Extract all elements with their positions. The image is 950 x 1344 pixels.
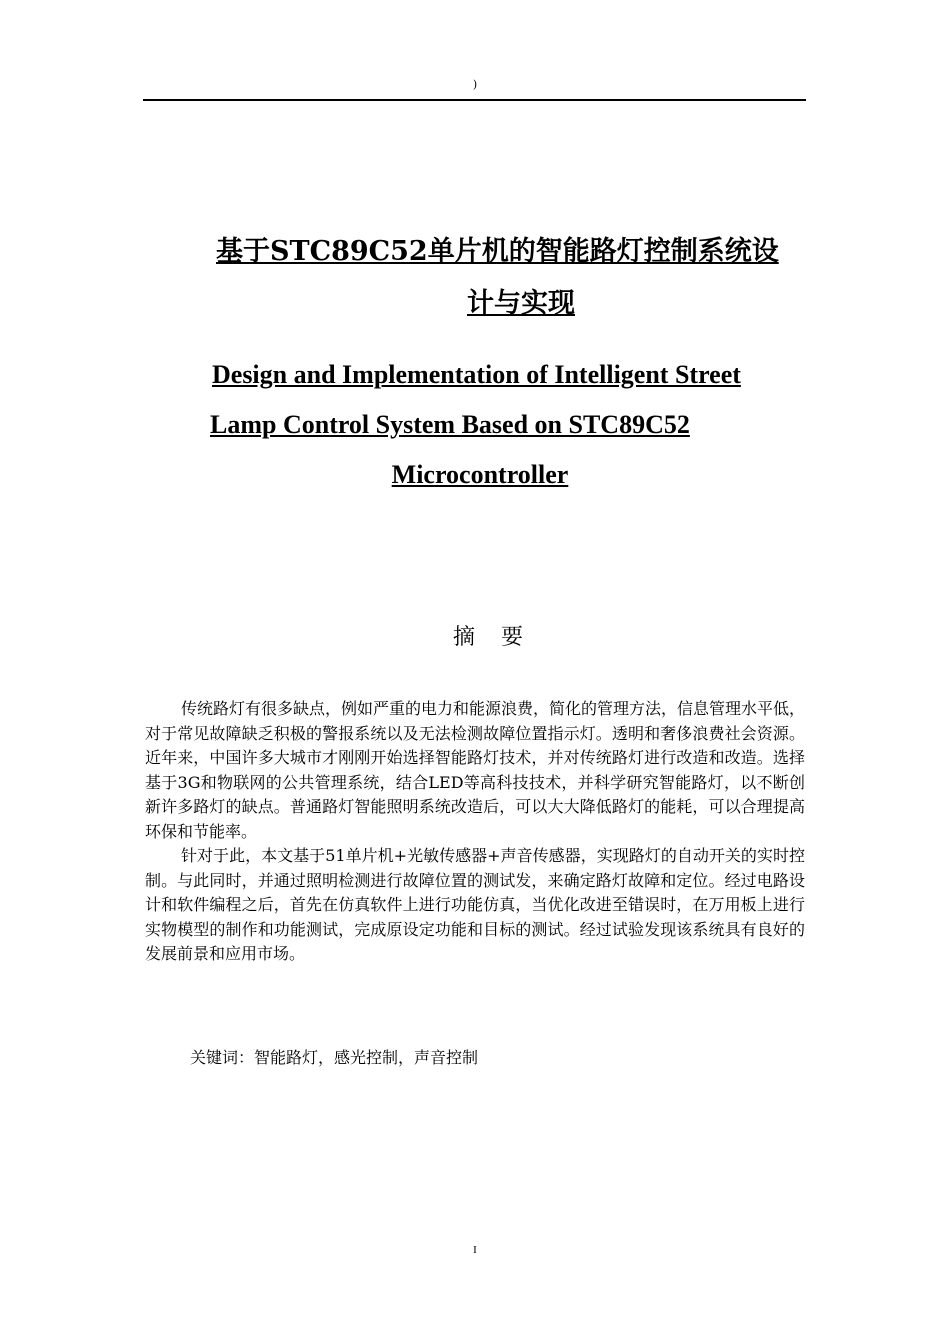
page-number: I xyxy=(473,1244,477,1256)
abstract-heading: 摘要 xyxy=(452,625,549,650)
keywords-line xyxy=(190,1046,478,1070)
title-english xyxy=(150,350,810,500)
title-chinese-line-1: 基于STC89C52单片机的智能路灯控制系统设 xyxy=(216,236,779,267)
title-chinese xyxy=(160,226,790,330)
title-chinese-line-2: 计与实现 xyxy=(467,288,575,319)
keywords-label: 关键词： xyxy=(190,1048,255,1067)
title-english-line-1: Design and Implementation of Intelligent Street xyxy=(212,360,741,389)
title-english-line-2: Lamp Control System Based on STC89C52 xyxy=(210,410,690,439)
abstract-paragraph-2: 针对于此，本文基于51单片机+光敏传感器+声音传感器，实现路灯的自动开关的实时控制。与此同时，并通过照明检测进行故障位置的测试发，来确定路灯故障和定位。经过电路设计和软件编程之后，首先在仿真软件上进行功能仿真，当优化改进至错误时，在万用板上进行实物模型的制作和功能测试，完成原设定功能和目标的测试。经过试验发现该系统具有良好的发展前景和应用市场。 xyxy=(145,846,805,963)
keywords-text: 智能路灯，感光控制，声音控制 xyxy=(254,1048,479,1067)
header-rule xyxy=(143,99,806,101)
abstract-body xyxy=(145,697,805,967)
abstract-paragraph-1: 传统路灯有很多缺点，例如严重的电力和能源浪费，简化的管理方法，信息管理水平低，对于常见故障缺乏积极的警报系统以及无法检测故障位置指示灯。透明和奢侈浪费社会资源。近年来，中国许多大城市才刚刚开始选择智能路灯技术，并对传统路灯进行改造和改造。选择基于3G和物联网的公共管理系统，结合LED等高科技技术，并科学研究智能路灯，以不断创新许多路灯的缺点。普通路灯智能照明系统改造后，可以大大降低路灯的能耗，可以合理提高环保和节能率。 xyxy=(145,699,806,841)
title-english-line-3: Microcontroller xyxy=(391,460,569,489)
header-mark: ) xyxy=(472,78,478,91)
